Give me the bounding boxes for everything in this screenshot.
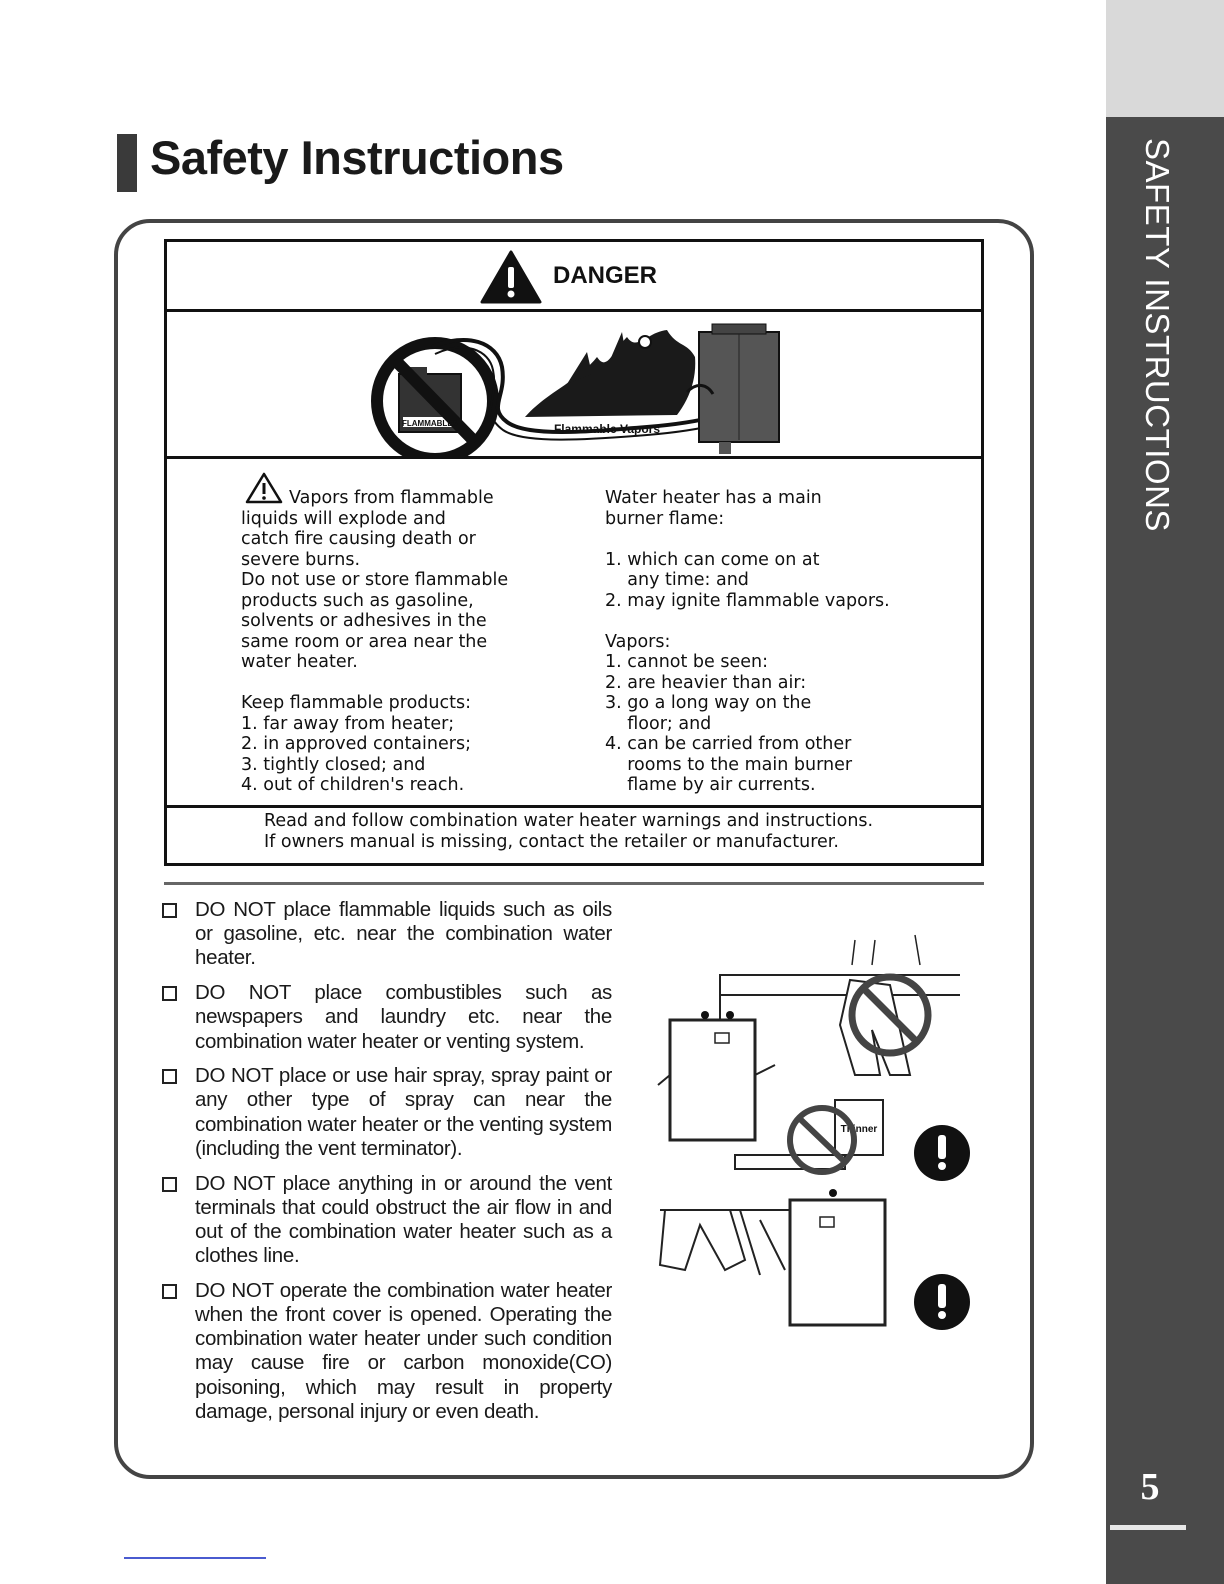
page-number-rule — [1110, 1525, 1186, 1530]
precaution-list — [160, 898, 612, 1435]
section-divider — [164, 882, 984, 885]
list-item: DO NOT operate the combination water heater when the front cover is opened. Operating the combination water heater under such condition may cause fire or carbon monoxide(CO) poisoning, which may result in property damage, personal injury or even death. — [160, 1279, 612, 1424]
vapor-label: Flammable Vapors — [553, 422, 661, 436]
list-item: DO NOT place or use hair spray, spray paint or any other type of spray can near the combination water heater or the venting system (including the vent terminator). — [160, 1064, 612, 1161]
exclamation-circle-icon — [914, 1274, 970, 1330]
side-tab-label: SAFETY INSTRUCTIONS — [1139, 138, 1176, 532]
checkbox-icon — [162, 1069, 177, 1084]
danger-footer-line: If owners manual is missing, contact the retailer or manufacturer. — [264, 832, 839, 852]
danger-box — [164, 239, 984, 866]
footer-rule — [124, 1557, 266, 1559]
page-number: 5 — [1140, 1466, 1160, 1508]
no-symbol-icon — [377, 343, 493, 459]
checkbox-icon — [162, 986, 177, 1001]
exclamation-circle-icon — [914, 1125, 970, 1181]
checkbox-icon — [162, 1284, 177, 1299]
danger-heading: DANGER — [553, 262, 658, 289]
danger-illustration — [167, 312, 981, 459]
list-item: DO NOT place anything in or around the vent terminals that could obstruct the air flow in and out of the combination water heater such as a clothes line. — [160, 1172, 612, 1269]
danger-footer — [167, 808, 981, 863]
heater-hazards-illustration — [640, 925, 985, 1345]
can-label: FLAMMABLES — [402, 419, 458, 428]
list-item: DO NOT place flammable liquids such as oils or gasoline, etc. near the combination water heater. — [160, 898, 612, 971]
checkbox-icon — [162, 903, 177, 918]
warning-triangle-icon — [480, 250, 542, 304]
danger-text — [167, 459, 981, 808]
flammable-vapors-illustration — [167, 312, 981, 459]
danger-footer-line: Read and follow combination water heater warnings and instructions. — [264, 811, 874, 831]
side-tab-top — [1106, 0, 1224, 117]
list-item: DO NOT place combustibles such as newspapers and laundry etc. near the combination water heater or venting system. — [160, 981, 612, 1054]
checkbox-icon — [162, 1177, 177, 1192]
page-title: Safety Instructions — [150, 131, 564, 184]
danger-left-column: Vapors from flammable liquids will explode and catch fire causing death or severe burns. Do not use or store flammable products such as gasoline, solvents or adhesives in the same room or area near the water heater. Keep flammable products: 1. far away from heater; 2. in approved containers; 3. tightly closed; and 4. out of children's reach. — [241, 488, 509, 795]
danger-right-column: Water heater has a main burner flame: 1. which can come on at any time: and 2. may ignite flammable vapors. Vapors: 1. cannot be seen: 2. are heavier than air: 3. go a long way on the floor; and 4. can be carried from other rooms to the main burner flame by air currents. — [605, 488, 890, 795]
title-marker — [117, 134, 137, 192]
danger-header — [167, 242, 981, 312]
thinner-label: Thinner — [840, 1124, 878, 1135]
